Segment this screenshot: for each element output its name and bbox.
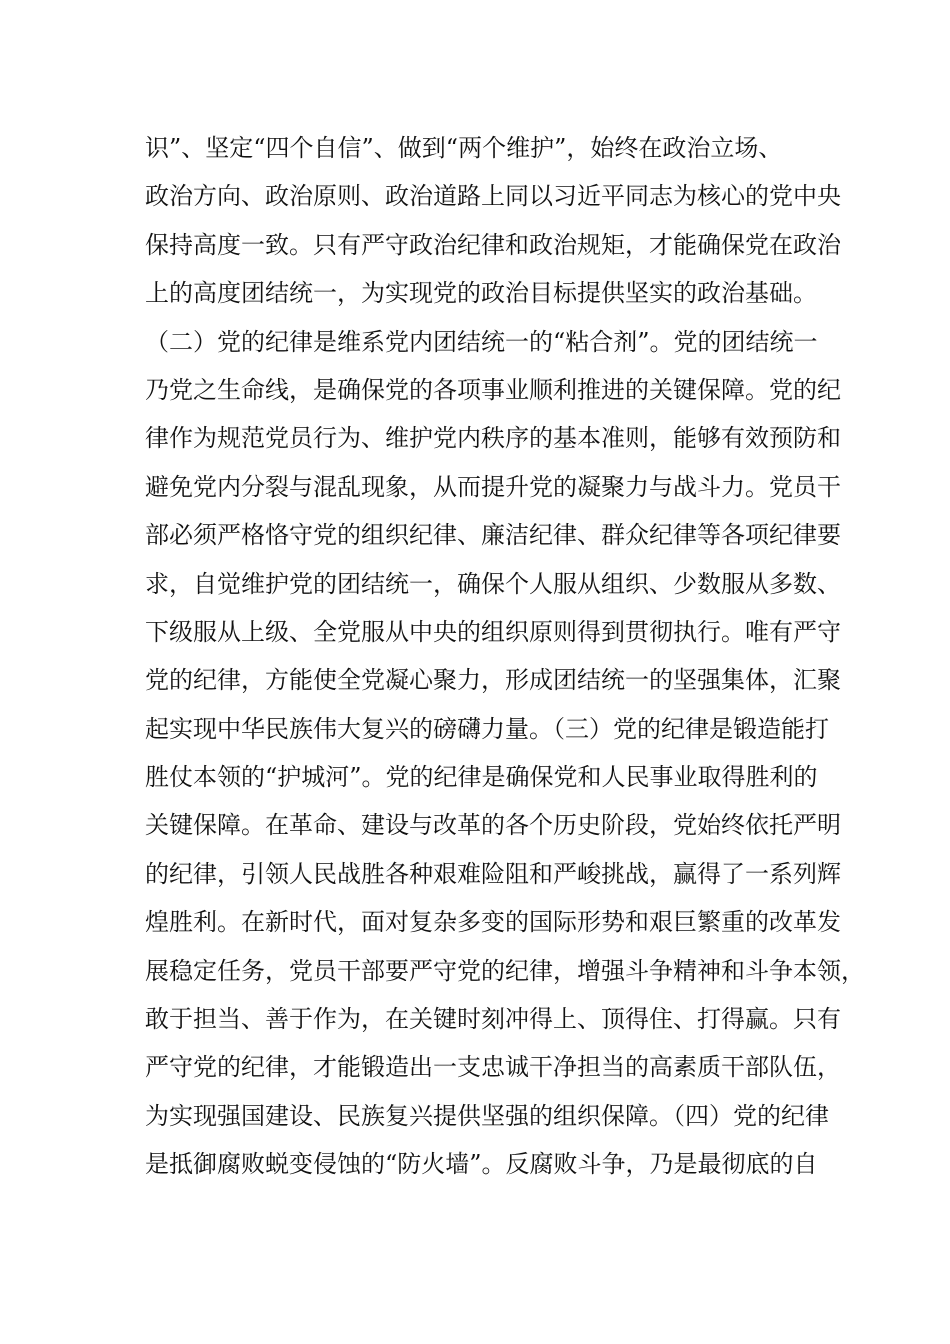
text-line: 胜仗本领的“护城河”。党的纪律是确保党和人民事业取得胜利的: [145, 763, 818, 792]
body-text: [145, 124, 865, 1189]
text-line: 上的高度团结统一，为实现党的政治目标提供坚实的政治基础。: [145, 279, 817, 308]
text-line: 部必须严格恪守党的组织纪律、廉洁纪律、群众纪律等各项纪律要: [145, 521, 841, 550]
text-line: 展稳定任务，党员干部要严守党的纪律，增强斗争精神和斗争本领，: [145, 956, 865, 985]
text-line: 起实现中华民族伟大复兴的磅礴力量。（三）党的纪律是锻造能打: [145, 714, 829, 743]
text-line: 下级服从上级、全党服从中央的组织原则得到贯彻执行。唯有严守: [145, 617, 841, 646]
text-line: 为实现强国建设、民族复兴提供坚强的组织保障。（四）党的纪律: [145, 1101, 829, 1130]
text-line: 党的纪律，方能使全党凝心聚力，形成团结统一的坚强集体，汇聚: [145, 666, 841, 695]
text-line: 严守党的纪律，才能锻造出一支忠诚干净担当的高素质干部队伍，: [145, 1053, 841, 1082]
text-line: 的纪律，引领人民战胜各种艰难险阻和严峻挑战，赢得了一系列辉: [145, 859, 841, 888]
text-line: 识”、坚定“四个自信”、做到“两个维护”，始终在政治立场、: [145, 134, 783, 162]
text-line: 避免党内分裂与混乱现象，从而提升党的凝聚力与战斗力。党员干: [145, 472, 841, 501]
text-line: 敢于担当、善于作为，在关键时刻冲得上、顶得住、打得赢。只有: [145, 1005, 841, 1034]
text-line: 律作为规范党员行为、维护党内秩序的基本准则，能够有效预防和: [145, 424, 841, 453]
text-line: 煌胜利。在新时代，面对复杂多变的国际形势和艰巨繁重的改革发: [145, 908, 841, 937]
text-line: 保持高度一致。只有严守政治纪律和政治规矩，才能确保党在政治: [145, 230, 841, 259]
text-line: （二）党的纪律是维系党内团结统一的“粘合剂”。党的团结统一: [145, 327, 818, 356]
text-line: 是抵御腐败蜕变侵蚀的“防火墙”。反腐败斗争，乃是最彻底的自: [145, 1150, 818, 1179]
text-line: 关键保障。在革命、建设与改革的各个历史阶段，党始终依托严明: [145, 811, 841, 840]
text-line: 政治方向、政治原则、政治道路上同以习近平同志为核心的党中央: [145, 182, 841, 211]
text-line: 乃党之生命线，是确保党的各项事业顺利推进的关键保障。党的纪: [145, 375, 841, 404]
text-line: 求，自觉维护党的团结统一，确保个人服从组织、少数服从多数、: [145, 569, 841, 598]
